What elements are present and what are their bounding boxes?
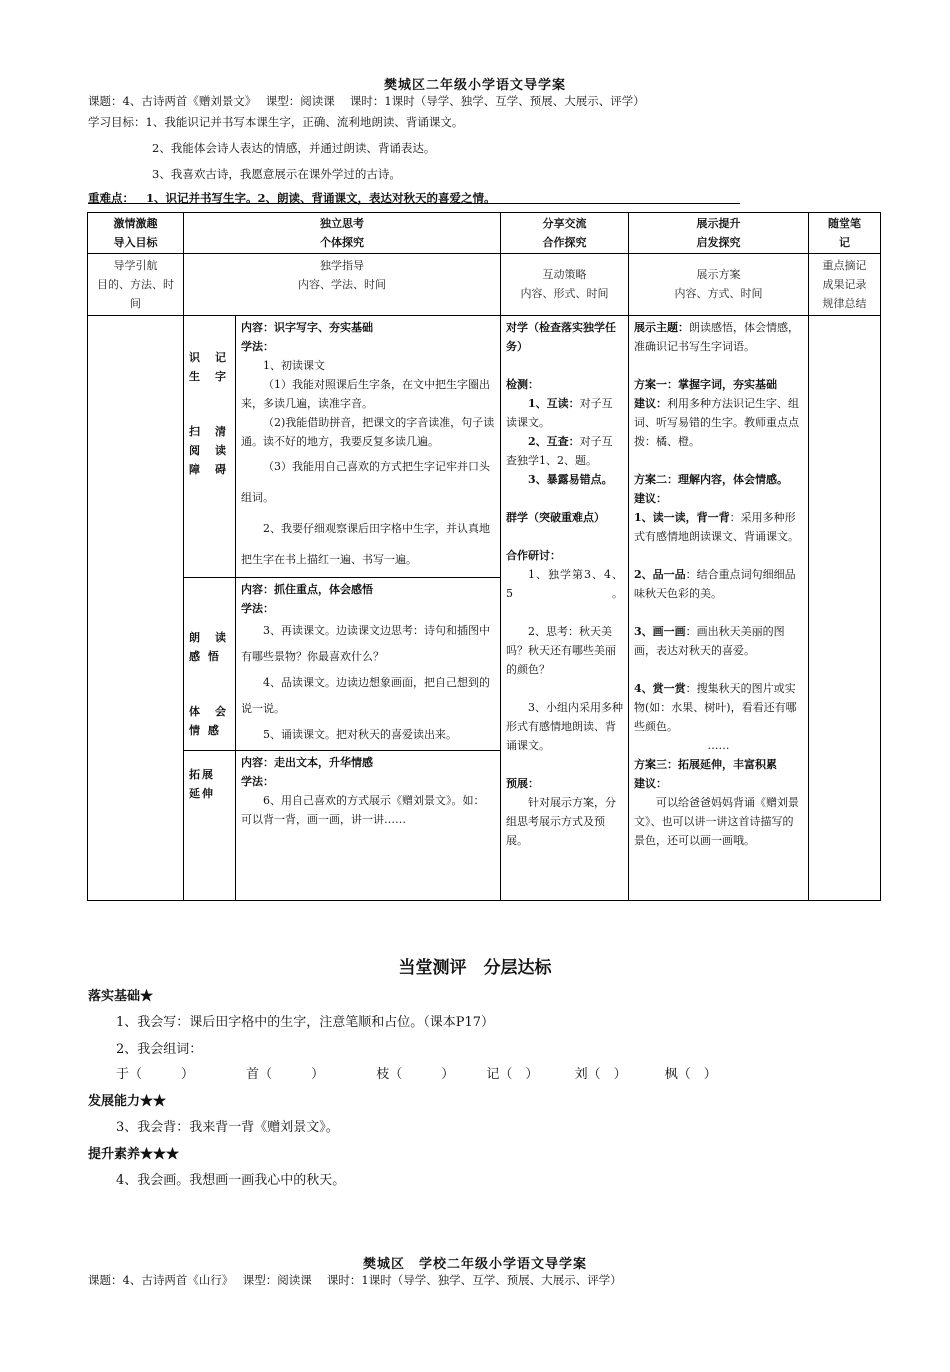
header-2-line-1: 独立思考 (320, 217, 364, 230)
course-line: 课题：4、古诗两首《赠刘景文》 课型：阅读课 课时：1课时（导学、独学、互学、预展、大展示、评学） (88, 94, 645, 108)
label-2a-line-1: 朗 读 (189, 631, 228, 644)
key-points-label: 重难点： (88, 191, 134, 205)
col3-i6: 3、小组内采用多种形式有感情地朗读、背诵课文。 (506, 701, 623, 752)
col4-a4-text: ：搜集秋天的图片或实物(如：水果、树叶)，看看还有哪些颜色。 (634, 682, 797, 733)
col4-sug1-label: 建议： (634, 397, 667, 410)
sub-5-line-2: 成果记录 (822, 278, 867, 291)
sub-col-3 (501, 254, 629, 316)
col3-t2: 检测： (506, 378, 539, 391)
label-2b-line-2: 情 感 (189, 724, 221, 737)
section-2-title: 内容：抓住重点，体会感悟 (241, 583, 373, 596)
section-1-content (236, 316, 501, 578)
header-2-line-2: 个体探究 (320, 236, 364, 249)
sub-3-line-1: 互动策略 (542, 268, 587, 281)
col3-i2-label: 2、互查： (528, 435, 580, 448)
section-1-p4: （3）我能用自己喜欢的方式把生字记牢并口头组词。 (241, 460, 490, 504)
goal-2: 2、我能体会诗人表达的情感，并通过朗读、背诵表达。 (152, 141, 436, 155)
section-1-method: 学法： (241, 340, 274, 353)
test-title: 当堂测评 分层达标 (398, 958, 552, 978)
col4-sug2: 建议： (634, 492, 667, 505)
subheader-row (88, 254, 881, 316)
sub-5-line-3: 规律总结 (822, 297, 867, 310)
col3-i1-text: 对子互读课文。 (506, 397, 613, 429)
section-3-content (236, 751, 501, 901)
section-1-p1: 1、初读课文 (263, 359, 325, 372)
col4-plan2: 方案二：理解内容，体会情感。 (634, 473, 788, 486)
section-2-label (184, 578, 236, 751)
doc2-title: 樊城区 学校二年级小学语文导学案 (362, 1257, 587, 1272)
level-1-heading: 落实基础★ (88, 989, 154, 1004)
header-5-line-2: 记 (839, 236, 850, 249)
header-4-line-1: 展示提升 (696, 217, 741, 230)
col3-t5: 预展： (506, 777, 539, 790)
col4-a3-text: ：画出秋天美丽的图画，表达对秋天的喜爱。 (634, 625, 785, 657)
header-col-5 (809, 213, 881, 254)
label-1a-line-2: 生 字 (189, 370, 228, 383)
blank-zhi[interactable]: 枝（ ） (376, 1067, 455, 1082)
col3-i1-label: 1、互读： (528, 397, 580, 410)
label-2b-line-1: 体 会 (189, 705, 228, 718)
question-1: 1、我会写：课后田字格中的生字，注意笔顺和占位。（课本P17） (116, 1015, 495, 1030)
blank-ji[interactable]: 记（ ） (486, 1067, 539, 1082)
goal-1: 学习目标：1、我能识记并书写本课生字，正确、流利地朗读、背诵课文。 (88, 115, 464, 129)
key-points-text: 1、识记并书写生字。2、朗读、背诵课文，表达对秋天的喜爱之情。 (146, 191, 496, 205)
section-1-p5: 2、我要仔细观察课后田字格中生字，并认真地把生字在书上描红一遍、书写一遍。 (241, 522, 490, 566)
doc-title: 樊城区二年级小学语文导学案 (383, 78, 566, 93)
header-5-line-1: 随堂笔 (828, 217, 861, 230)
header-row (88, 213, 881, 254)
col3-t3: 群学（突破重难点） (506, 511, 605, 524)
question-3: 3、我会背：我来背一背《赠刘景文》。 (116, 1120, 339, 1135)
col3-i2 (506, 432, 623, 470)
sub-col-1 (88, 254, 184, 316)
question-2: 2、我会组词： (116, 1042, 203, 1057)
sub-5-line-1: 重点摘记 (822, 259, 867, 272)
col4-sug1-text: 利用多种方法识记生字、组词、听写易错的生字。教师重点点拨：橘、橙。 (634, 397, 799, 448)
header-4-line-2: 启发探究 (696, 236, 741, 249)
sub-col-5 (809, 254, 881, 316)
section-1-title: 内容：识字写字、夯实基础 (241, 321, 373, 334)
section-row-1 (88, 316, 881, 578)
col3-i2-text: 对子互查独学1、2、题。 (506, 435, 613, 467)
col4-theme-label: 展示主题： (634, 321, 689, 334)
col4-a5: 可以给爸爸妈妈背诵《赠刘景文》、也可以讲一讲这首诗描写的景色，还可以画一画哦。 (634, 796, 799, 847)
section-2-p1: 3、再读课文。边读课文边思考：诗句和插图中有哪些景物？你最喜欢什么？ (241, 624, 490, 663)
sub-col-4 (629, 254, 809, 316)
label-1b-line-1: 扫 清 (189, 425, 228, 438)
label-1b-line-2: 阅 读 (189, 444, 228, 457)
word-blanks (116, 1063, 717, 1082)
col4-sug1 (634, 394, 803, 451)
sub-1-line-1: 导学引航 (113, 259, 158, 272)
col4-a1 (634, 508, 803, 546)
col3-i3: 3、暴露易错点。 (528, 473, 613, 486)
section-2-method: 学法： (241, 602, 274, 615)
showcase-cell (629, 316, 809, 901)
section-1-p2: （1）我能对照课后生字条，在文中把生字圈出来，多读几遍，读准字音。 (241, 378, 490, 410)
sub-1-line-2: 目的、方法、时 (97, 278, 174, 291)
header-3-line-2: 合作探究 (542, 236, 587, 249)
section-3-label (184, 751, 236, 901)
interaction-cell (501, 316, 629, 901)
col4-theme-text: 朗读感悟，体会情感，准确识记书写生字词语。 (634, 321, 799, 353)
sub-4-line-2: 内容、方式、时间 (674, 287, 763, 300)
col4-a2-label: 2、品一品 (634, 568, 686, 581)
header-col-1 (88, 213, 184, 254)
header-col-4 (629, 213, 809, 254)
col4-theme (634, 318, 803, 356)
level-3-heading: 提升素养★★★ (88, 1147, 180, 1162)
col4-plan3: 方案三：拓展延伸，丰富积累 (634, 758, 777, 771)
col3-t4: 合作研讨： (506, 549, 561, 562)
col4-dots: …… (707, 739, 730, 752)
col4-a2 (634, 565, 803, 603)
divider (88, 203, 740, 204)
lesson-table (87, 212, 881, 901)
section-2-content (236, 578, 501, 751)
sub-2-line-1: 独学指导 (320, 259, 364, 272)
col4-a1-text: ：采用多种形式有感情地朗读课文、背诵课文。 (634, 511, 799, 543)
section-2-p3: 5、诵读课文。把对秋天的喜爱读出来。 (263, 728, 457, 741)
label-1a-line-1: 识 记 (189, 351, 228, 364)
section-3-method: 学法： (241, 775, 274, 788)
sub-2-line-2: 内容、学法、时间 (298, 278, 386, 291)
col4-a3-label: 3、画一画 (634, 625, 686, 638)
label-3-line-2: 延伸 (189, 787, 215, 800)
sub-col-2 (184, 254, 501, 316)
header-col-2 (184, 213, 501, 254)
sub-3-line-2: 内容、形式、时间 (520, 287, 609, 300)
col3-i7: 针对展示方案，分组思考展示方式及预展。 (506, 796, 616, 847)
col4-a4 (634, 679, 803, 736)
col3-i4: 1、独学第3、4、5。 (506, 568, 623, 600)
header-3-line-1: 分享交流 (542, 217, 587, 230)
notes-empty-cell (809, 316, 881, 901)
blank-liu[interactable]: 刘（ ） (574, 1067, 627, 1082)
question-4: 4、我会画。我想画一画我心中的秋天。 (116, 1173, 346, 1188)
col4-plan1: 方案一：掌握字词，夯实基础 (634, 378, 777, 391)
header-1-line-2: 导入目标 (113, 236, 158, 249)
blank-shou[interactable]: 首（ ） (246, 1067, 325, 1082)
col4-a1-label: 1、读一读，背一背 (634, 511, 730, 524)
col4-a2-text: ：结合重点词句细细品味秋天色彩的美。 (634, 568, 796, 600)
blank-yu[interactable]: 于（ ） (116, 1067, 195, 1082)
header-1-line-1: 激情激趣 (113, 217, 158, 230)
section-3-title: 内容：走出文本，升华情感 (241, 756, 373, 769)
section-2-p2: 4、品读课文。边读边想象画面，把自己想到的说一说。 (241, 676, 490, 715)
col4-sug3: 建议： (634, 777, 667, 790)
blank-feng[interactable]: 枫（ ） (664, 1067, 717, 1082)
level-2-heading: 发展能力★★ (88, 1094, 167, 1109)
guide-empty-cell (88, 316, 184, 901)
col3-i1 (506, 394, 623, 432)
label-2a-line-2: 感 悟 (189, 650, 221, 663)
header-col-3 (501, 213, 629, 254)
col3-t1: 对学（检查落实独学任务） (506, 321, 616, 353)
sub-1-line-3: 间 (130, 297, 141, 310)
goal-3: 3、我喜欢古诗，我愿意展示在课外学过的古诗。 (152, 167, 401, 181)
section-1-p3: （2)我能借助拼音，把课文的字音读准，句子读通。读不好的地方，我要反复多读几遍。 (241, 416, 495, 448)
section-3-p1: 6、用自己喜欢的方式展示《赠刘景文》。如：可以背一背，画一画，讲一讲…… (241, 794, 485, 826)
label-1b-line-3: 障 碍 (189, 463, 228, 476)
doc2-course-line: 课题：4、古诗两首《山行》 课型：阅读课 课时：1课时（导学、独学、互学、预展、大展示、评学） (88, 1273, 622, 1287)
col4-a4-label: 4、赏一赏 (634, 682, 686, 695)
section-1-label (184, 316, 236, 578)
sub-4-line-1: 展示方案 (696, 268, 741, 281)
col3-i5: 2、思考：秋天美吗？秋天还有哪些美丽的颜色？ (506, 625, 616, 676)
col4-a3 (634, 622, 803, 660)
label-3-line-1: 拓展 (189, 768, 215, 781)
